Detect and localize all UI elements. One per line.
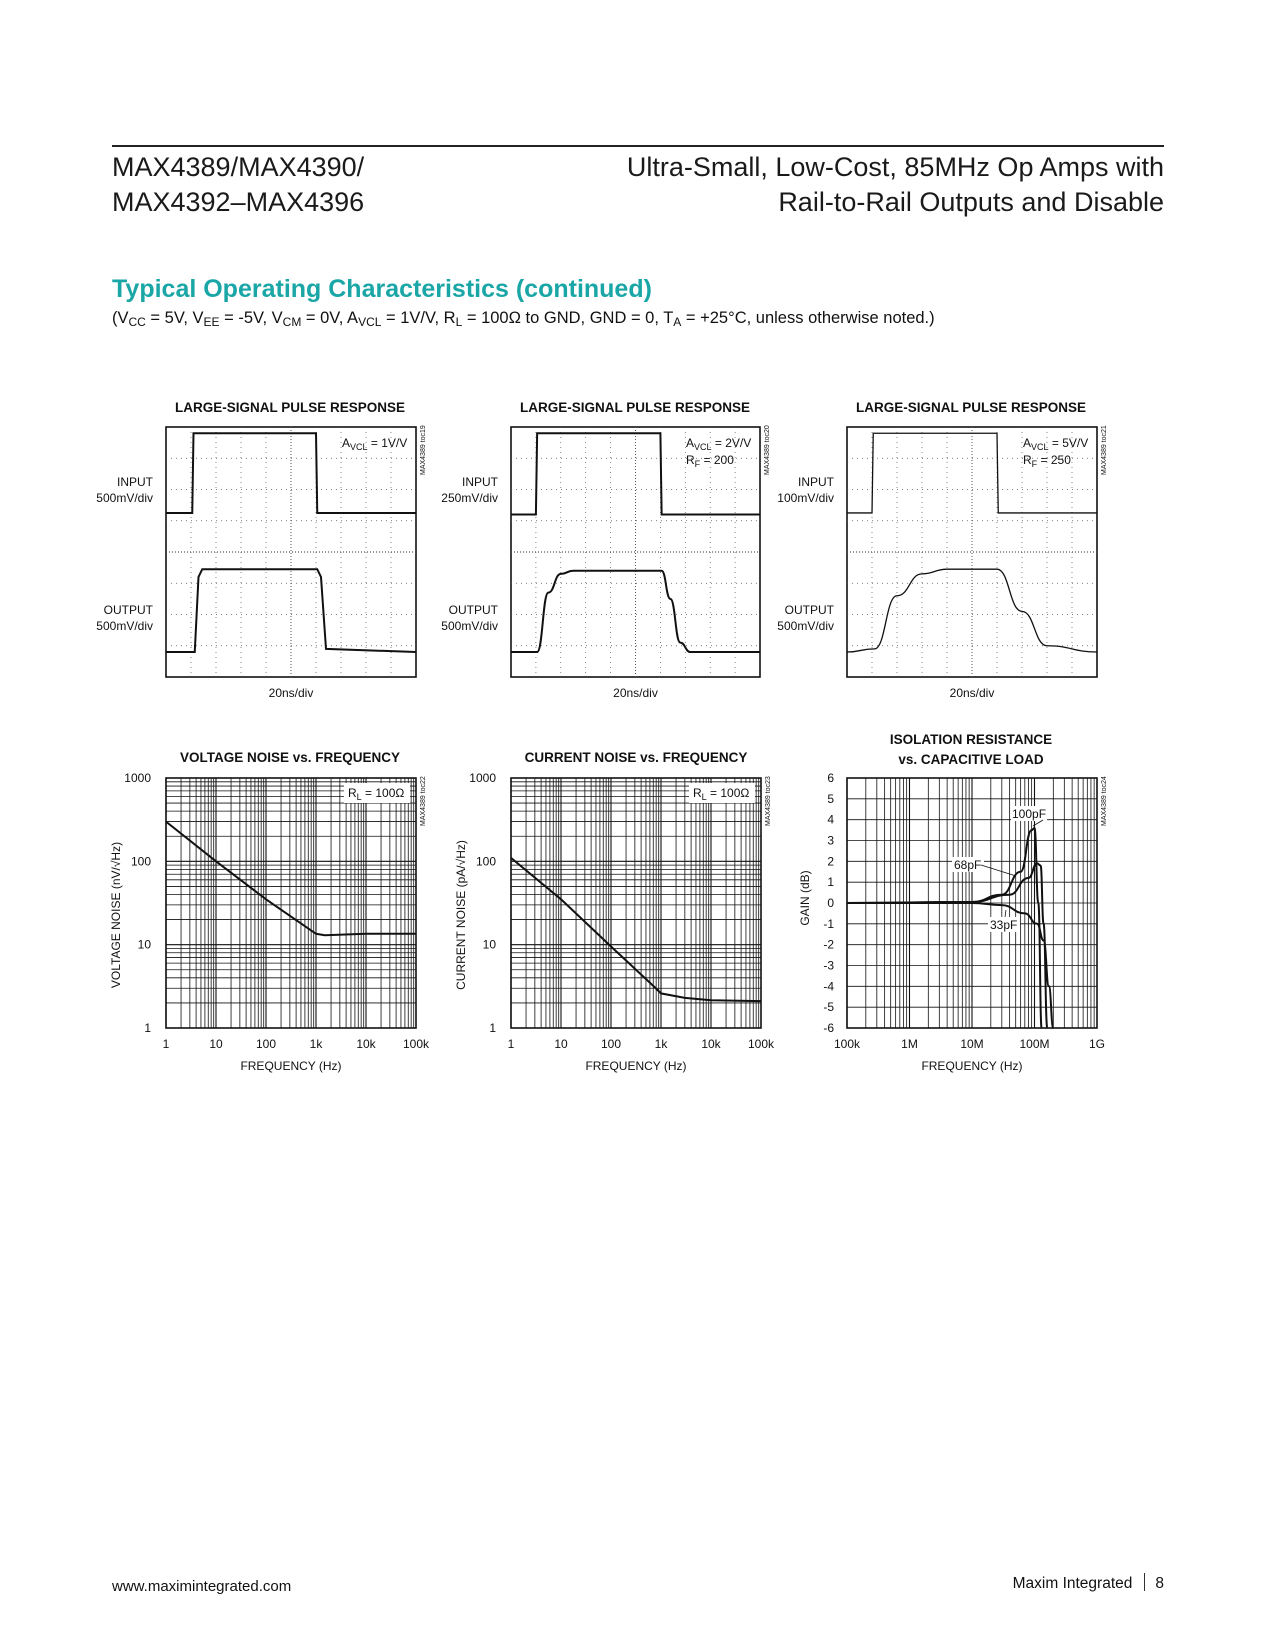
- x-tick-label: 1k: [309, 1037, 323, 1051]
- document-title-line2: Rail-to-Rail Outputs and Disable: [778, 187, 1164, 217]
- gain-title-line2: vs. CAPACITIVE LOAD: [898, 752, 1044, 767]
- y-tick-label: -6: [823, 1021, 834, 1035]
- x-tick-label: 10: [209, 1037, 223, 1051]
- y-tick-label: 10: [482, 937, 496, 952]
- input-label: INPUT: [798, 475, 834, 489]
- footer-company-page: [1013, 1573, 1164, 1593]
- x-axis-label: FREQUENCY (Hz): [240, 1059, 342, 1073]
- scope-code: MAX4389 toc20: [764, 425, 771, 475]
- scope-rf-annotation: $R_F = 200$: [686, 453, 734, 469]
- noise-title-1: VOLTAGE NOISE vs. FREQUENCY: [179, 750, 401, 765]
- y-axis-label: GAIN (dB): [798, 870, 812, 926]
- input-scale: 500mV/div: [96, 491, 153, 505]
- y-tick-label: -3: [823, 958, 834, 973]
- x-tick-label: 100: [255, 1037, 277, 1051]
- y-tick-label: 1: [144, 1021, 151, 1035]
- scope-gain-annotation: $A_{VCL} = 2V/V$: [686, 436, 752, 452]
- scope-code: MAX4389 toc21: [1101, 425, 1108, 475]
- x-tick-label: 1k: [654, 1037, 668, 1051]
- x-axis-label: FREQUENCY (Hz): [585, 1059, 687, 1073]
- noise-code: MAX4389 toc23: [765, 776, 772, 826]
- scope-gain-annotation: $A_{VCL} = 5V/V$: [1023, 436, 1089, 452]
- gain-title-line1: ISOLATION RESISTANCE: [889, 732, 1053, 747]
- y-tick-label: -4: [823, 979, 834, 994]
- input-label: INPUT: [117, 475, 153, 489]
- footer-company: Maxim Integrated: [1012, 1575, 1133, 1592]
- output-scale: 500mV/div: [777, 619, 834, 633]
- x-tick-label: 10: [554, 1037, 568, 1051]
- scope-trace-output: [511, 571, 760, 652]
- footer-divider: [1144, 1573, 1145, 1591]
- y-tick-label: 6: [827, 771, 834, 785]
- y-tick-label: 100: [475, 854, 496, 869]
- y-tick-label: -2: [823, 937, 834, 952]
- y-tick-label: 1000: [469, 771, 496, 785]
- scope-gain-annotation: $A_{VCL} = 1V/V$: [342, 436, 408, 452]
- x-tick-label: 10k: [701, 1037, 721, 1051]
- scope-time-scale: 20ns/div: [268, 686, 314, 700]
- leader-33pf: [1005, 910, 1006, 917]
- x-tick-label: 1G: [1088, 1037, 1106, 1051]
- load-annotation: $R_L = 100\Omega$: [693, 786, 750, 802]
- scope-frame-1: [166, 427, 416, 677]
- y-axis-label: CURRENT NOISE (pA/√Hz): [454, 840, 468, 990]
- input-label: INPUT: [462, 475, 498, 489]
- x-axis-label: FREQUENCY (Hz): [921, 1059, 1023, 1073]
- x-tick-label: 100M: [1019, 1037, 1050, 1051]
- y-tick-label: 1000: [124, 771, 151, 785]
- scope-title-3: LARGE-SIGNAL PULSE RESPONSE: [855, 400, 1087, 415]
- x-tick-label: 10M: [960, 1037, 984, 1051]
- output-scale: 500mV/div: [441, 619, 498, 633]
- load-annotation: $R_L = 100\Omega$: [348, 786, 405, 802]
- x-tick-label: 100: [600, 1037, 622, 1051]
- x-tick-label: 100k: [833, 1037, 861, 1051]
- noise-curve: [511, 858, 761, 1001]
- test-conditions: ($V_{CC} = 5V$, $V_{EE} = -5V$, $V_{CM} = 0V$, $A_{VCL} = 1V/V$, $R_L = 100\Omega$ to GND, GND = 0, $T_A = +25^\circ C$, unless otherwise noted.): [112, 309, 935, 329]
- scope-code: MAX4389 toc19: [420, 425, 427, 475]
- y-tick-label: 10: [137, 937, 151, 952]
- y-tick-label: 1: [489, 1021, 496, 1035]
- x-tick-label: 1M: [901, 1037, 918, 1051]
- gain-code: MAX4389 toc24: [1101, 776, 1108, 826]
- output-label: OUTPUT: [784, 603, 834, 617]
- scope-title-1: LARGE-SIGNAL PULSE RESPONSE: [174, 400, 406, 415]
- x-tick-label: 10k: [356, 1037, 376, 1051]
- output-label: OUTPUT: [103, 603, 153, 617]
- x-tick-label: 1: [507, 1037, 515, 1051]
- section-title: Typical Operating Characteristics (continued): [112, 275, 652, 303]
- scope-rf-annotation: $R_F = 250$: [1023, 453, 1071, 469]
- output-scale: 500mV/div: [96, 619, 153, 633]
- leader-68pf: [981, 865, 1016, 876]
- x-tick-label: 100k: [402, 1037, 430, 1051]
- curve-label-100pf: 100pF: [1012, 807, 1047, 821]
- y-tick-label: 4: [827, 812, 834, 827]
- input-scale: 250mV/div: [441, 491, 498, 505]
- y-tick-label: 5: [827, 791, 834, 806]
- y-tick-label: 3: [827, 833, 834, 848]
- y-tick-label: 100: [130, 854, 151, 869]
- part-number-line2: MAX4392–MAX4396: [112, 187, 365, 217]
- input-scale: 100mV/div: [777, 491, 834, 505]
- scope-title-2: LARGE-SIGNAL PULSE RESPONSE: [519, 400, 751, 415]
- curve-label-33pf: 33pF: [990, 918, 1018, 932]
- curve-label-68pf: 68pF: [954, 858, 982, 872]
- footer-url[interactable]: www.maximintegrated.com: [112, 1578, 292, 1595]
- y-tick-label: 2: [827, 854, 834, 869]
- y-tick-label: 0: [827, 896, 834, 910]
- page-number: 8: [1155, 1575, 1164, 1592]
- scope-time-scale: 20ns/div: [949, 686, 995, 700]
- y-tick-label: 1: [827, 875, 834, 890]
- y-axis-label: VOLTAGE NOISE (nV/√Hz): [109, 841, 123, 989]
- noise-frame-2: [511, 778, 761, 1028]
- y-tick-label: -1: [823, 916, 834, 931]
- noise-curve: [166, 822, 416, 936]
- document-title-line1: Ultra-Small, Low-Cost, 85MHz Op Amps with: [626, 152, 1164, 182]
- x-tick-label: 100k: [747, 1037, 775, 1051]
- y-tick-label: -5: [823, 1000, 834, 1015]
- output-label: OUTPUT: [448, 603, 498, 617]
- scope-time-scale: 20ns/div: [613, 686, 658, 700]
- noise-code: MAX4389 toc22: [420, 776, 427, 826]
- noise-frame-1: [166, 778, 416, 1028]
- noise-title-2: CURRENT NOISE vs. FREQUENCY: [524, 750, 748, 765]
- x-tick-label: 1: [162, 1037, 170, 1051]
- part-number-line1: MAX4389/MAX4390/: [112, 152, 365, 182]
